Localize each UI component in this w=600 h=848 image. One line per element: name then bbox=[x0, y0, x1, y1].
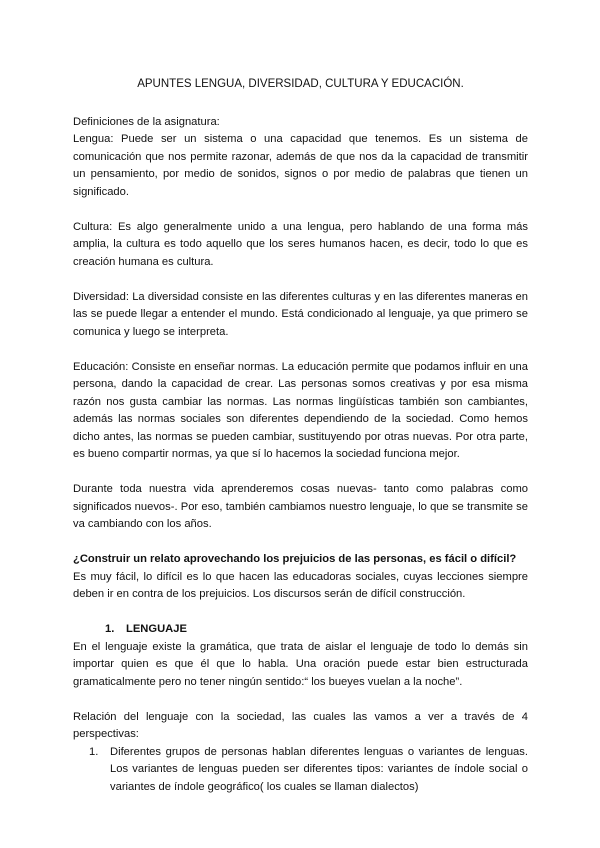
definition-educacion: Educación: Consiste en enseñar normas. La educación permite que podamos influir en una persona, dando la capacidad de crear. Las personas somos creativas y por esa misma razón nos gusta cambiar las normas. Las normas lingüísticas también son cambiantes, además las normas sociales son diferentes dependiendo de la sociedad. Como hemos dicho antes, las normas se pueden cambiar, sustituyendo por otras nuevas. Por otra parte, es bueno compartir normas, ya que sí lo hacemos la sociedad funciona mejor. bbox=[73, 360, 528, 460]
definition-diversidad: Diversidad: La diversidad consiste en las diferentes culturas y en las diferentes maneras en las se puede llegar a entender el mundo. Está condicionado al lenguaje, ya que primero se comunica y luego se interpreta. bbox=[73, 290, 528, 338]
question-heading: ¿Construir un relato aprovechando los prejuicios de las personas, es fácil o difícil? bbox=[73, 553, 517, 565]
section-number: 1. bbox=[105, 623, 115, 635]
list-item bbox=[89, 744, 528, 797]
section-title: LENGUAJE bbox=[126, 623, 187, 635]
paragraph-relacion: Relación del lenguaje con la sociedad, las cuales las vamos a ver a través de 4 perspectivas: bbox=[73, 710, 528, 740]
question-answer: Es muy fácil, lo difícil es lo que hacen las educadoras sociales, cuyas lecciones siempre deben ir en contra de los prejuicios. Los discursos serán de difícil construcción. bbox=[73, 570, 528, 600]
definitions-heading: Definiciones de la asignatura: bbox=[73, 115, 220, 128]
paragraph-lenguaje: En el lenguaje existe la gramática, que trata de aislar el lenguaje de todo lo demás sin importar quien es que él que lo habla. Una oración puede estar bien estructurada gramaticalmente pero no tener ningún sentido:“ los bueyes vuelan a la noche”. bbox=[73, 640, 528, 688]
definition-cultura: Cultura: Es algo generalmente unido a una lengua, pero hablando de una forma más amplia, la cultura es todo aquello que los seres humanos hacen, es decir, todo lo que es creación humana es cultura. bbox=[73, 220, 528, 268]
document-title: APUNTES LENGUA, DIVERSIDAD, CULTURA Y EDUCACIÓN. bbox=[137, 78, 464, 90]
list-item-text: Diferentes grupos de personas hablan diferentes lenguas o variantes de lenguas. Los variantes de lenguas pueden ser diferentes tipos: variantes de índole social o variantes de índole geográfico( los cuales se llaman dialectos) bbox=[110, 745, 528, 793]
paragraph-durante: Durante toda nuestra vida aprenderemos cosas nuevas- tanto como palabras como significados nuevos-. Por eso, también cambiamos nuestro lenguaje, lo que se transmite se va cambiando con los años. bbox=[73, 483, 528, 530]
section-heading-lenguaje bbox=[105, 621, 528, 639]
list-item-number: 1. bbox=[89, 745, 99, 758]
definition-lengua: Lengua: Puede ser un sistema o una capacidad que tenemos. Es un sistema de comunicación que nos permite razonar, además de que nos da la capacidad de transmitir un pensamiento, por medio de sonidos, signos o por medio de palabras que tienen un significado. bbox=[73, 133, 528, 198]
